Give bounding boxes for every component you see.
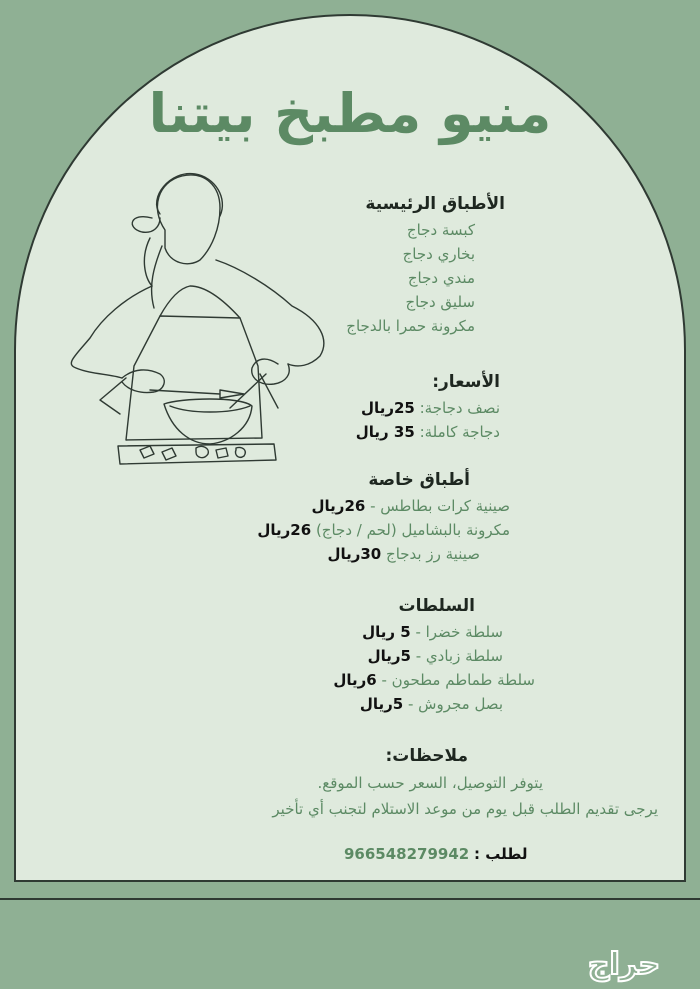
list-item: مندي دجاج [407, 269, 475, 287]
haraj-logo-icon [556, 942, 692, 984]
item-name: بصل مجروش - [407, 695, 503, 713]
item-name: صينية رز بدجاج [386, 545, 480, 563]
special-dishes-section [257, 470, 510, 566]
item-price: 25ريال [361, 399, 415, 417]
item-name: مكرونة بالبشاميل (لحم / دجاج) [315, 521, 510, 539]
note-line: يتوفر التوصيل، السعر حسب الموقع. [317, 774, 543, 792]
menu-title: منيو مطبخ بيتنا [148, 82, 552, 145]
list-item [333, 620, 503, 644]
chef-illustration-icon [30, 168, 350, 468]
list-item [333, 644, 503, 668]
list-item: بخاري دجاج [402, 245, 475, 263]
notes-title: ملاحظات: [385, 746, 468, 766]
item-price: 5ريال [359, 695, 404, 713]
main-dishes-title: الأطباق الرئيسية [365, 194, 505, 214]
item-price: 30ريال [327, 545, 382, 563]
order-phone-number[interactable]: 966548279942 [344, 845, 470, 863]
item-name: سلطة زبادي - [415, 647, 503, 665]
list-item [333, 692, 503, 716]
list-item [257, 518, 510, 542]
watermark-text: حراج [587, 947, 661, 982]
salads-section [333, 596, 535, 716]
list-item: كبسة دجاج [406, 221, 475, 239]
item-name: دجاجة كاملة: [419, 423, 500, 441]
note-line: يرجى تقديم الطلب قبل يوم من موعد الاستلام لتجنب أي تأخير [272, 800, 658, 818]
list-item: سليق دجاج [405, 293, 475, 311]
list-item [257, 542, 480, 566]
item-price: 5 ريال [362, 623, 411, 641]
item-name: نصف دجاجة: [419, 399, 500, 417]
main-dishes-section [346, 194, 505, 338]
list-item [333, 668, 535, 692]
item-price: 35 ريال [355, 423, 415, 441]
prices-section [356, 372, 500, 444]
item-price: 6ريال [333, 671, 377, 689]
item-name: صينية كرات بطاطس - [370, 497, 510, 515]
list-item [257, 494, 510, 518]
item-price: 5ريال [367, 647, 411, 665]
order-line [344, 845, 528, 863]
item-name: سلطة خضرا - [415, 623, 503, 641]
salads-title: السلطات [398, 596, 475, 616]
special-dishes-title: أطباق خاصة [368, 470, 470, 490]
item-price: 26ريال [257, 521, 312, 539]
order-label: لطلب : [474, 845, 528, 863]
notes-section [272, 746, 658, 822]
list-item: مكرونة حمرا بالدجاج [346, 317, 475, 335]
list-item [356, 420, 500, 444]
list-item [356, 396, 500, 420]
prices-title: الأسعار: [432, 372, 500, 392]
item-name: سلطة طماطم مطحون - [381, 671, 535, 689]
item-price: 26ريال [311, 497, 366, 515]
